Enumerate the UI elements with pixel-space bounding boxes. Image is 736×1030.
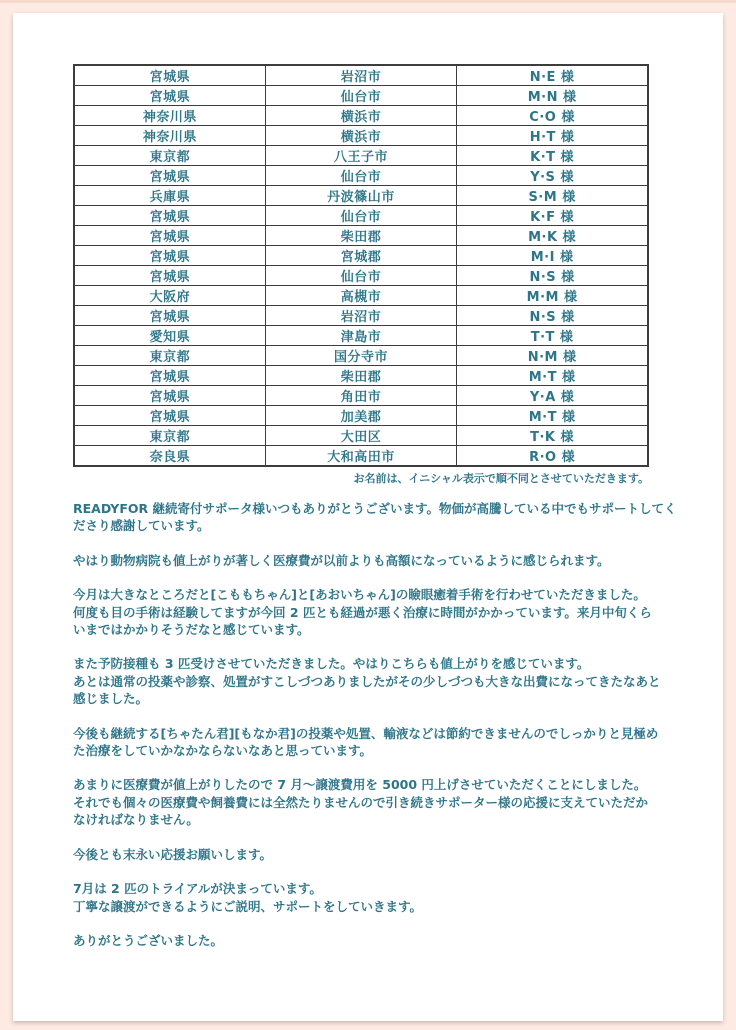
prefecture-cell: 宮城県 xyxy=(74,386,265,406)
prefecture-cell: 宮城県 xyxy=(74,166,265,186)
prefecture-cell: 兵庫県 xyxy=(74,186,265,206)
city-cell: 横浜市 xyxy=(265,126,456,146)
city-cell: 岩沼市 xyxy=(265,306,456,326)
table-row xyxy=(74,306,648,326)
city-cell: 高槻市 xyxy=(265,286,456,306)
supporter-initials-cell: Y·A 様 xyxy=(457,386,648,406)
city-cell: 仙台市 xyxy=(265,166,456,186)
supporters-table xyxy=(73,64,649,467)
table-row xyxy=(74,86,648,106)
prefecture-cell: 宮城県 xyxy=(74,86,265,106)
supporter-initials-cell: M·M 様 xyxy=(457,286,648,306)
document-card xyxy=(13,13,723,1021)
supporter-initials-cell: M·I 様 xyxy=(457,246,648,266)
letter-paragraph xyxy=(73,880,667,915)
city-cell: 大田区 xyxy=(265,426,456,446)
prefecture-cell: 神奈川県 xyxy=(74,106,265,126)
table-row xyxy=(74,246,648,266)
letter-paragraph xyxy=(73,586,667,638)
city-cell: 大和高田市 xyxy=(265,446,456,467)
supporter-initials-cell: K·F 様 xyxy=(457,206,648,226)
paragraph-line: あとは通常の投薬や診察、処置がすこしづつありましたがその少しづつも大きな出費になってきたなあと xyxy=(73,673,661,689)
table-row xyxy=(74,186,648,206)
table-row xyxy=(74,266,648,286)
prefecture-cell: 宮城県 xyxy=(74,366,265,386)
city-cell: 横浜市 xyxy=(265,106,456,126)
supporter-initials-cell: M·K 様 xyxy=(457,226,648,246)
letter-paragraph xyxy=(73,552,667,569)
letter-paragraph xyxy=(73,776,667,828)
prefecture-cell: 大阪府 xyxy=(74,286,265,306)
table-row xyxy=(74,326,648,346)
prefecture-cell: 東京都 xyxy=(74,346,265,366)
prefecture-cell: 宮城県 xyxy=(74,246,265,266)
supporter-initials-cell: T·K 様 xyxy=(457,426,648,446)
table-row xyxy=(74,406,648,426)
city-cell: 角田市 xyxy=(265,386,456,406)
letter-paragraph xyxy=(73,655,667,707)
table-row xyxy=(74,286,648,306)
supporter-initials-cell: N·E 様 xyxy=(457,65,648,86)
city-cell: 宮城郡 xyxy=(265,246,456,266)
letter-paragraph xyxy=(73,725,667,760)
paragraph-line: 丁寧な譲渡ができるようにご説明、サポートをしていきます。 xyxy=(73,898,423,914)
supporter-initials-cell: K·T 様 xyxy=(457,146,648,166)
table-row xyxy=(74,446,648,467)
prefecture-cell: 宮城県 xyxy=(74,65,265,86)
supporter-initials-cell: S·M 様 xyxy=(457,186,648,206)
letter-paragraph xyxy=(73,846,667,863)
paragraph-line: 今後とも末永い応援お願いします。 xyxy=(73,846,273,862)
prefecture-cell: 宮城県 xyxy=(74,306,265,326)
prefecture-cell: 愛知県 xyxy=(74,326,265,346)
prefecture-cell: 宮城県 xyxy=(74,226,265,246)
city-cell: 国分寺市 xyxy=(265,346,456,366)
table-row xyxy=(74,126,648,146)
paragraph-line: 7月は 2 匹のトライアルが決まっています。 xyxy=(73,881,322,897)
supporter-initials-cell: R·O 様 xyxy=(457,446,648,467)
prefecture-cell: 宮城県 xyxy=(74,406,265,426)
paragraph-line: ありがとうございました。 xyxy=(73,932,224,948)
letter-paragraph xyxy=(73,500,677,535)
supporter-initials-cell: T·T 様 xyxy=(457,326,648,346)
city-cell: 丹波篠山市 xyxy=(265,186,456,206)
city-cell: 加美郡 xyxy=(265,406,456,426)
city-cell: 八王子市 xyxy=(265,146,456,166)
paragraph-line: 感じました。 xyxy=(73,691,149,707)
supporter-initials-cell: N·S 様 xyxy=(457,266,648,286)
table-row xyxy=(74,206,648,226)
prefecture-cell: 宮城県 xyxy=(74,206,265,226)
table-note: お名前は、イニシャル表示で順不同とさせていただきます。 xyxy=(353,472,649,485)
supporter-initials-cell: N·S 様 xyxy=(457,306,648,326)
supporter-initials-cell: C·O 様 xyxy=(457,106,648,126)
prefecture-cell: 神奈川県 xyxy=(74,126,265,146)
paragraph-line: あまりに医療費が値上がりしたので 7 月～譲渡費用を 5000 円上げさせていただくことにしました。 xyxy=(73,777,647,793)
prefecture-cell: 東京都 xyxy=(74,146,265,166)
paragraph-line: なければなりません。 xyxy=(73,812,199,828)
paragraph-line: また予防接種も 3 匹受けさせていただきました。やはりこちらも値上がりを感じています。 xyxy=(73,656,590,672)
paragraph-line: 今後も継続する[ちゃたん君][もなか君]の投薬や処置、輸液などは節約できませんのでしっかりと見極め xyxy=(73,725,659,741)
prefecture-cell: 奈良県 xyxy=(74,446,265,467)
supporter-initials-cell: M·T 様 xyxy=(457,366,648,386)
letter-paragraph xyxy=(73,932,667,949)
supporter-initials-cell: M·N 様 xyxy=(457,86,648,106)
supporter-initials-cell: Y·S 様 xyxy=(457,166,648,186)
supporter-initials-cell: M·T 様 xyxy=(457,406,648,426)
city-cell: 柴田郡 xyxy=(265,226,456,246)
city-cell: 岩沼市 xyxy=(265,65,456,86)
table-row xyxy=(74,386,648,406)
prefecture-cell: 東京都 xyxy=(74,426,265,446)
table-row xyxy=(74,366,648,386)
supporter-initials-cell: N·M 様 xyxy=(457,346,648,366)
paragraph-line: 何度も目の手術は経験してますが今回 2 匹とも経過が悪く治療に時間がかかっています。来月中旬くら xyxy=(73,604,652,620)
supporter-initials-cell: H·T 様 xyxy=(457,126,648,146)
supporters-table-body xyxy=(74,65,648,466)
table-row xyxy=(74,166,648,186)
paragraph-line: それでも個々の医療費や飼養費には全然たりませんので引き続きサポーター様の応援に支えていただか xyxy=(73,794,649,810)
paragraph-line: 今月は大きなところだと[こももちゃん]と[あおいちゃん]の瞼眼癒着手術を行わせていただきました。 xyxy=(73,587,646,603)
city-cell: 津島市 xyxy=(265,326,456,346)
city-cell: 柴田郡 xyxy=(265,366,456,386)
prefecture-cell: 宮城県 xyxy=(74,266,265,286)
city-cell: 仙台市 xyxy=(265,86,456,106)
table-row xyxy=(74,426,648,446)
paragraph-line: いまではかかりそうだなと感じています。 xyxy=(73,622,310,638)
paragraph-line: ださり感謝しています。 xyxy=(73,518,210,534)
table-row xyxy=(74,106,648,126)
city-cell: 仙台市 xyxy=(265,266,456,286)
table-row xyxy=(74,346,648,366)
table-row xyxy=(74,146,648,166)
paragraph-line: た治療をしていかなかならないなあと思っています。 xyxy=(73,743,373,759)
paragraph-line: READYFOR 継続寄付サポータ様いつもありがとうございます。物価が高騰している中でもサポートしてく xyxy=(73,501,677,516)
letter-body xyxy=(73,500,677,949)
table-row xyxy=(74,226,648,246)
table-row xyxy=(74,65,648,86)
paragraph-line: やはり動物病院も値上がりが著しく医療費が以前よりも高額になっているように感じられます。 xyxy=(73,552,610,568)
city-cell: 仙台市 xyxy=(265,206,456,226)
